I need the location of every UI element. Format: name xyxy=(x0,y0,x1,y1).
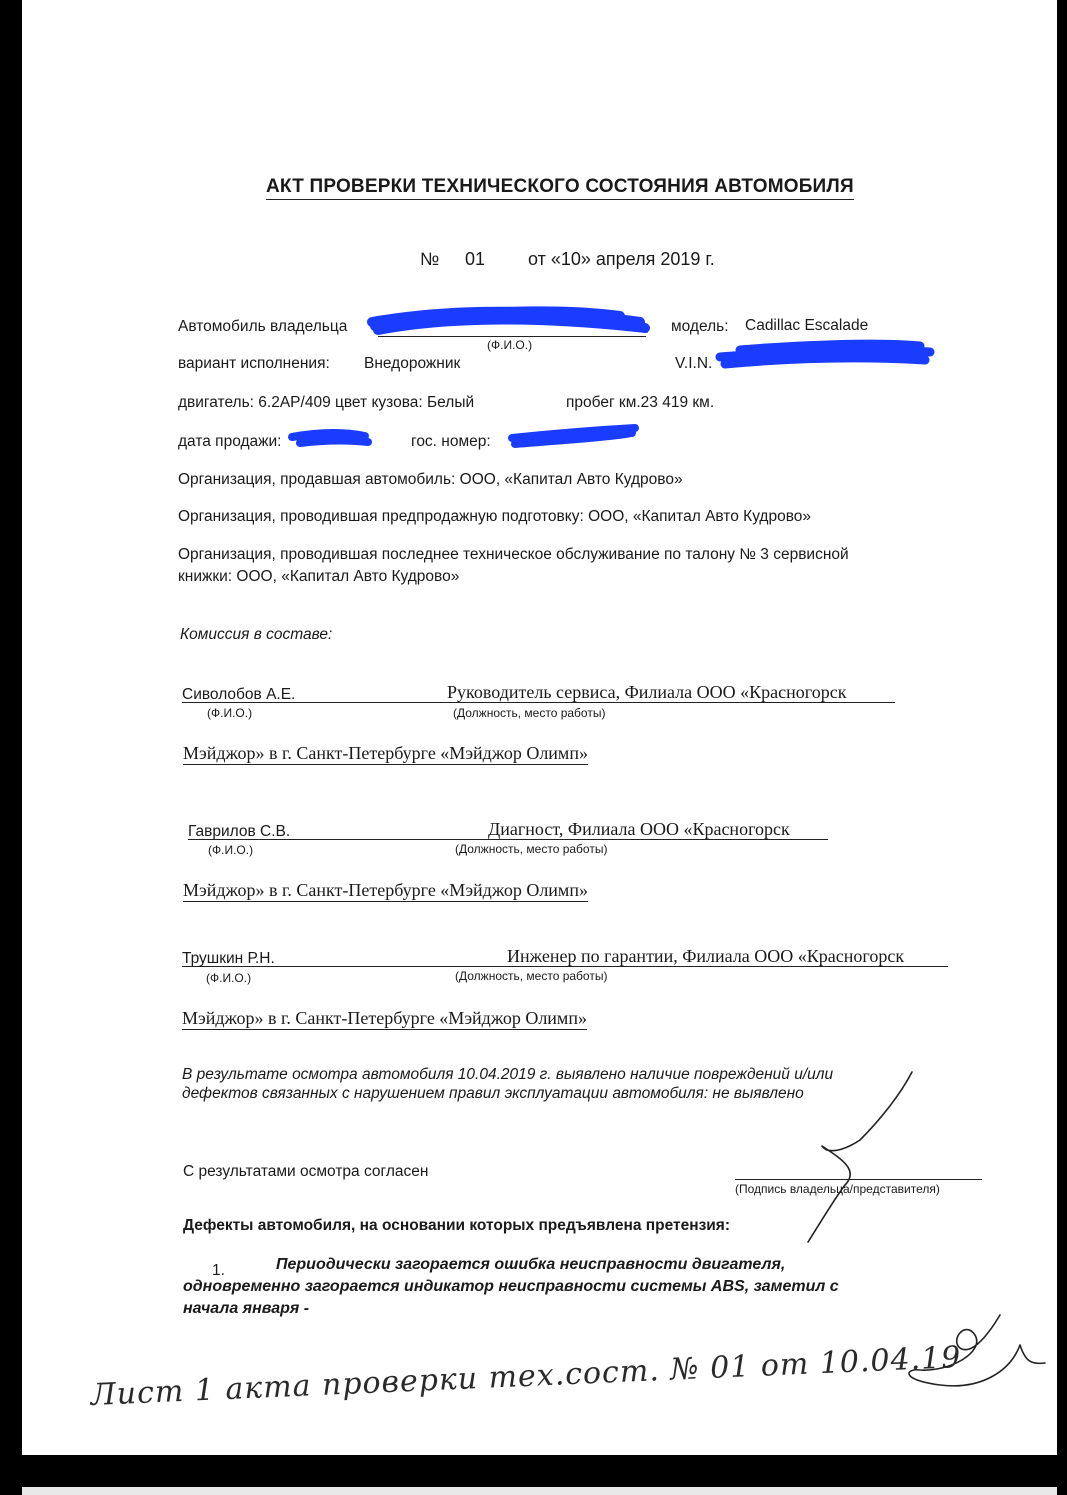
member-2-fio-hint: (Ф.И.О.) xyxy=(208,843,254,857)
member-3-fio-hint: (Ф.И.О.) xyxy=(206,971,252,985)
variant-value: Внедорожник xyxy=(364,355,461,372)
engine-line: двигатель: 6.2AP/409 цвет кузова: Белый xyxy=(178,394,475,411)
member-2-position-hint: (Должность, место работы) xyxy=(455,842,608,856)
presale-org: Организация, проводившая предпродажную подготовку: ООО, «Капитал Авто Кудрово» xyxy=(178,508,812,525)
defect-line3: начала января - xyxy=(183,1300,310,1317)
member-1-position-cont: Мэйджор» в г. Санкт-Петербурге «Мэйджор Олимп» xyxy=(183,743,588,763)
commission-label: Комиссия в составе: xyxy=(180,626,333,643)
model-label: модель: xyxy=(671,318,729,335)
member-1-fio-hint: (Ф.И.О.) xyxy=(207,706,253,720)
document-date: от «10» апреля 2019 г. xyxy=(528,249,715,269)
member-1-position: Руководитель сервиса, Филиала ООО «Красногорск xyxy=(447,682,847,702)
defect-line1: Периодически загорается ошибка неисправности двигателя, xyxy=(276,1256,786,1273)
service-org-line2: книжки: ООО, «Капитал Авто Кудрово» xyxy=(178,568,460,585)
member-2-position: Диагност, Филиала ООО «Красногорск xyxy=(488,819,790,839)
member-3-position: Инженер по гарантии, Филиала ООО «Красногорск xyxy=(507,946,905,966)
document-title: АКТ ПРОВЕРКИ ТЕХНИЧЕСКОГО СОСТОЯНИЯ АВТОМОБИЛЯ xyxy=(266,176,854,200)
model-value: Cadillac Escalade xyxy=(745,317,869,334)
defect-line2: одновременно загорается индикатор неисправности системы ABS, заметил с xyxy=(183,1278,839,1295)
owner-fio-hint: (Ф.И.О.) xyxy=(487,338,533,352)
defect-item-number: 1. xyxy=(212,1262,225,1279)
member-3-position-hint: (Должность, место работы) xyxy=(455,969,608,983)
result-line1: В результате осмотра автомобиля 10.04.2019 г. выявлено наличие повреждений и/или xyxy=(182,1066,834,1083)
member-2-name: Гаврилов С.В. xyxy=(188,823,291,840)
vin-label: V.I.N. xyxy=(675,355,713,372)
owner-label: Автомобиль владельца xyxy=(178,318,348,335)
sale-date-label: дата продажи: xyxy=(178,433,282,450)
member-3-name: Трушкин Р.Н. xyxy=(182,950,275,967)
plate-label: гос. номер: xyxy=(411,433,491,450)
handwritten-note: Лист 1 акта проверки тех.сост. № 01 от 10.04.19 xyxy=(90,1339,963,1413)
member-1-name: Сиволобов А.Е. xyxy=(182,686,296,703)
document-number: 01 xyxy=(465,249,486,269)
seller-org: Организация, продавшая автомобиль: ООО, «Капитал Авто Кудрово» xyxy=(178,471,683,488)
result-line2: дефектов связанных с нарушением правил эксплуатации автомобиля: не выявлено xyxy=(182,1085,804,1102)
member-2-position-cont: Мэйджор» в г. Санкт-Петербурге «Мэйджор Олимп» xyxy=(183,880,588,900)
number-label: № xyxy=(420,249,440,269)
variant-label: вариант исполнения: xyxy=(178,355,330,372)
signature-hint: (Подпись владельца/представителя) xyxy=(735,1182,940,1196)
agree-text: С результатами осмотра согласен xyxy=(183,1163,429,1180)
owner-comma: , xyxy=(645,318,650,335)
owner-signature xyxy=(808,1072,912,1242)
member-3-position-cont: Мэйджор» в г. Санкт-Петербурге «Мэйджор Олимп» xyxy=(182,1008,587,1028)
member-1-position-hint: (Должность, место работы) xyxy=(453,706,606,720)
defects-heading: Дефекты автомобиля, на основании которых предъявлена претензия: xyxy=(183,1217,731,1234)
mileage: пробег км.23 419 км. xyxy=(566,394,715,411)
service-org-line1: Организация, проводившая последнее техническое обслуживание по талону № 3 сервисной xyxy=(178,546,849,563)
